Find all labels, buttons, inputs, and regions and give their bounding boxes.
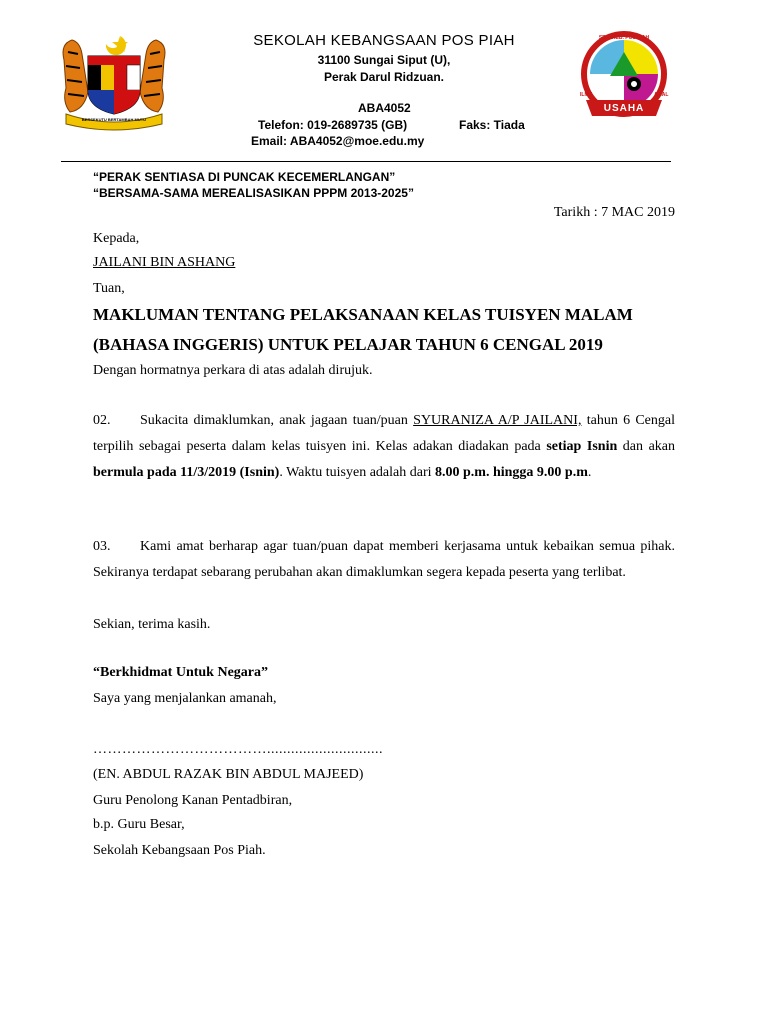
paragraph-text: Kami amat berharap agar tuan/puan dapat memberi kerjasama untuk kebaikan semua pihak. Sekiranya terdapat sebarang perubahan akan dimaklumkan segera kepada peserta yang terlibat. (93, 539, 675, 580)
school-logo-top-text: SEK. KEB. POS PIAH (598, 35, 650, 41)
paragraph-number: 02. (93, 413, 111, 428)
school-name: SEKOLAH KEBANGSAAN POS PIAH (253, 32, 515, 49)
paragraph-text: dan akan (617, 439, 675, 454)
closing-line: Sekian, terima kasih. (93, 617, 211, 632)
salutation: Tuan, (93, 281, 125, 296)
intro-sentence: Dengan hormatnya perkara di atas adalah dirujuk. (93, 363, 373, 378)
recipient-name: JAILANI BIN ASHANG (93, 255, 236, 270)
paragraph-text: . (587, 465, 592, 480)
paragraph-02 (93, 408, 675, 486)
paragraph-number: 03. (93, 539, 111, 554)
signer-name: (EN. ABDUL RAZAK BIN ABDUL MAJEED) (93, 767, 364, 782)
signer-position-1: Guru Penolong Kanan Pentadbiran, (93, 793, 293, 808)
signature-line: ………………………………............................. (93, 742, 383, 757)
paragraph-text: . Waktu tuisyen adalah dari (279, 465, 436, 480)
student-name: SYURANIZA A/P JAILANI, (413, 413, 582, 428)
letter-date: Tarikh : 7 MAC 2019 (553, 205, 675, 220)
paragraph-03 (93, 534, 675, 586)
letter-subject: MAKLUMAN TENTANG PELAKSANAAN KELAS TUISYEN MALAM (BAHASA INGGERIS) UNTUK PELAJAR TAHUN 6 CENGAL 2019 (93, 305, 633, 354)
signer-position-2: b.p. Guru Besar, (93, 817, 185, 832)
address-line-2: Perak Darul Ridzuan. (323, 70, 445, 84)
signer-position-3: Sekolah Kebangsaan Pos Piah. (93, 843, 266, 858)
motto-line-2: “BERSAMA-SAMA MEREALISASIKAN PPPM 2013-2025” (93, 186, 414, 200)
phone-number: Telefon: 019-2689735 (GB) (258, 118, 408, 132)
class-day: setiap Isnin (546, 439, 618, 454)
paragraph-text: tahun 6 Cengal terpilih sebagai peserta dalam kelas tuisyen ini. Kelas adakan diadakan pada (93, 413, 675, 454)
paragraph-text: Sukacita dimaklumkan, anak jagaan tuan/puan (140, 413, 414, 428)
fax-number: Faks: Tiada (459, 118, 525, 132)
service-slogan: “Berkhidmat Untuk Negara” (93, 665, 269, 680)
start-date: bermula pada 11/3/2019 (Isnin) (93, 465, 280, 480)
school-logo-ribbon: USAHA (603, 103, 645, 114)
class-time: 8.00 p.m. hingga 9.00 p.m (435, 465, 588, 480)
sign-off: Saya yang menjalankan amanah, (93, 691, 277, 706)
addressee-label: Kepada, (93, 231, 140, 246)
address-line-1: 31100 Sungai Siput (U), (317, 53, 451, 67)
motto-line-1: “PERAK SENTIASA DI PUNCAK KECEMERLANGAN” (93, 170, 396, 184)
crest-motto-ribbon: BERSEKUTU BERTAMBAH MUTU (81, 117, 147, 122)
email-address: Email: ABA4052@moe.edu.my (251, 134, 425, 148)
school-code: ABA4052 (358, 101, 411, 115)
school-logo-side-right: AMAL (654, 92, 669, 98)
school-logo-side-left: ILMU (580, 92, 593, 98)
letterhead-divider (61, 161, 671, 162)
